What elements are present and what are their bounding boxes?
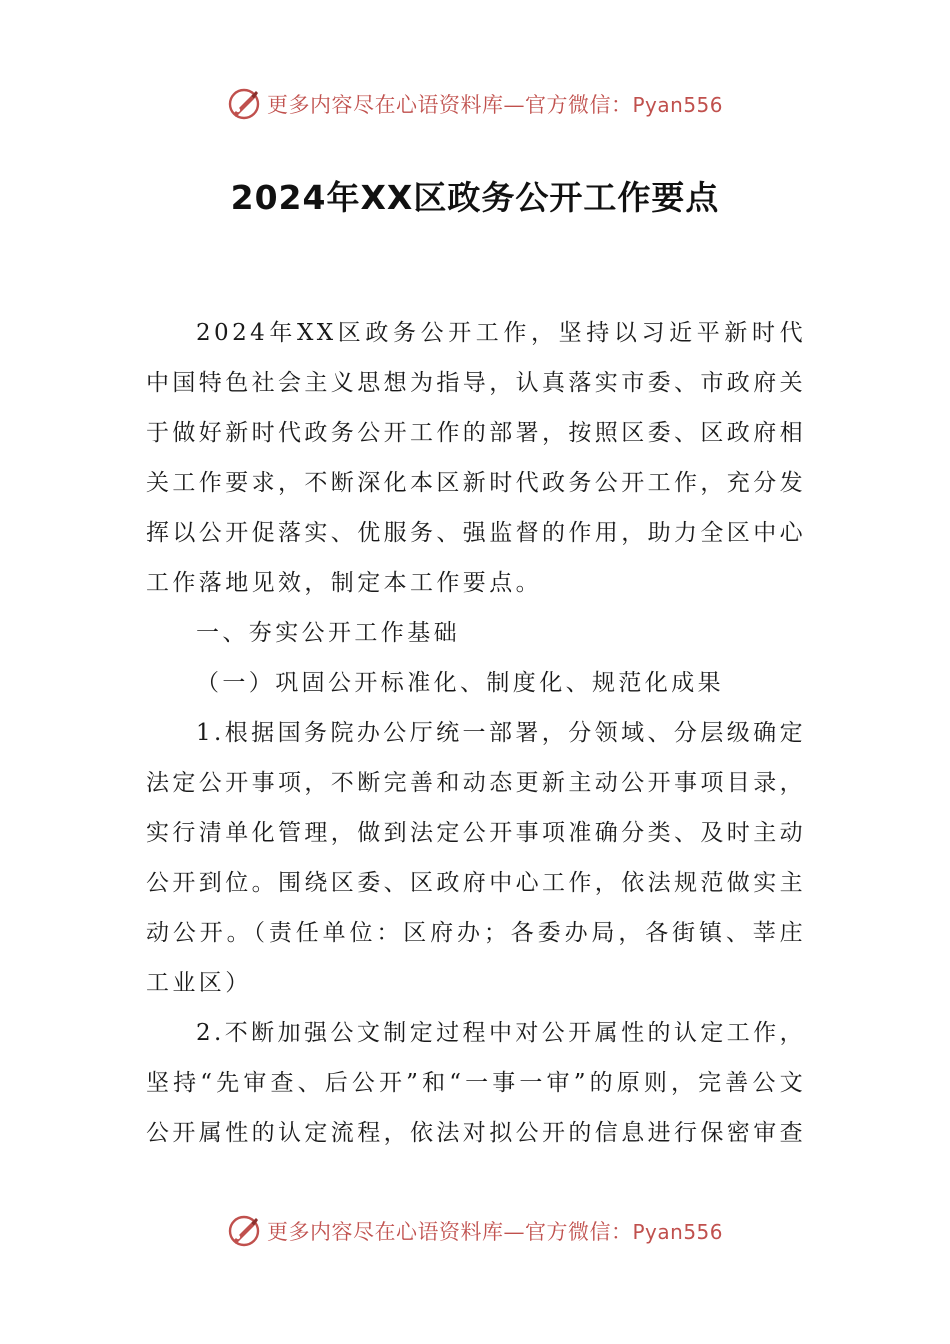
document-title: 2024年XX区政务公开工作要点 — [230, 178, 720, 217]
watermark-footer — [0, 1213, 950, 1249]
pen-seal-logo-icon — [227, 87, 261, 121]
heading-subsection-1: （一）巩固公开标准化、制度化、规范化成果 — [196, 670, 724, 696]
paragraph-item-2: 2.不断加强公文制定过程中对公开属性的认定工作，坚持“先审查、后公开”和“一事一审”的原则，完善公文公开属性的认定流程，依法对拟公开的信息进行保密审查 — [146, 1020, 806, 1146]
pen-seal-logo-icon — [227, 1214, 261, 1248]
paragraph-item-1: 1.根据国务院办公厅统一部署，分领域、分层级确定法定公开事项，不断完善和动态更新主动公开事项目录，实行清单化管理，做到法定公开事项准确分类、及时主动公开到位。围绕区委、区政府中心工作，依法规范做实主动公开。（责任单位：区府办；各委办局，各街镇、莘庄工业区） — [146, 720, 806, 996]
watermark-text: 更多内容尽在心语资料库—官方微信：Pyan556 — [266, 93, 723, 117]
watermark-text: 更多内容尽在心语资料库—官方微信：Pyan556 — [266, 1220, 723, 1244]
document-body — [146, 308, 806, 1158]
paragraph-intro: 2024年XX区政务公开工作，坚持以习近平新时代中国特色社会主义思想为指导，认真落实市委、市政府关于做好新时代政务公开工作的部署，按照区委、区政府相关工作要求，不断深化本区新时代政务公开工作，充分发挥以公开促落实、优服务、强监督的作用，助力全区中心工作落地见效，制定本工作要点。 — [146, 320, 806, 596]
watermark-header — [0, 86, 950, 122]
heading-section-1: 一、夯实公开工作基础 — [196, 620, 460, 646]
